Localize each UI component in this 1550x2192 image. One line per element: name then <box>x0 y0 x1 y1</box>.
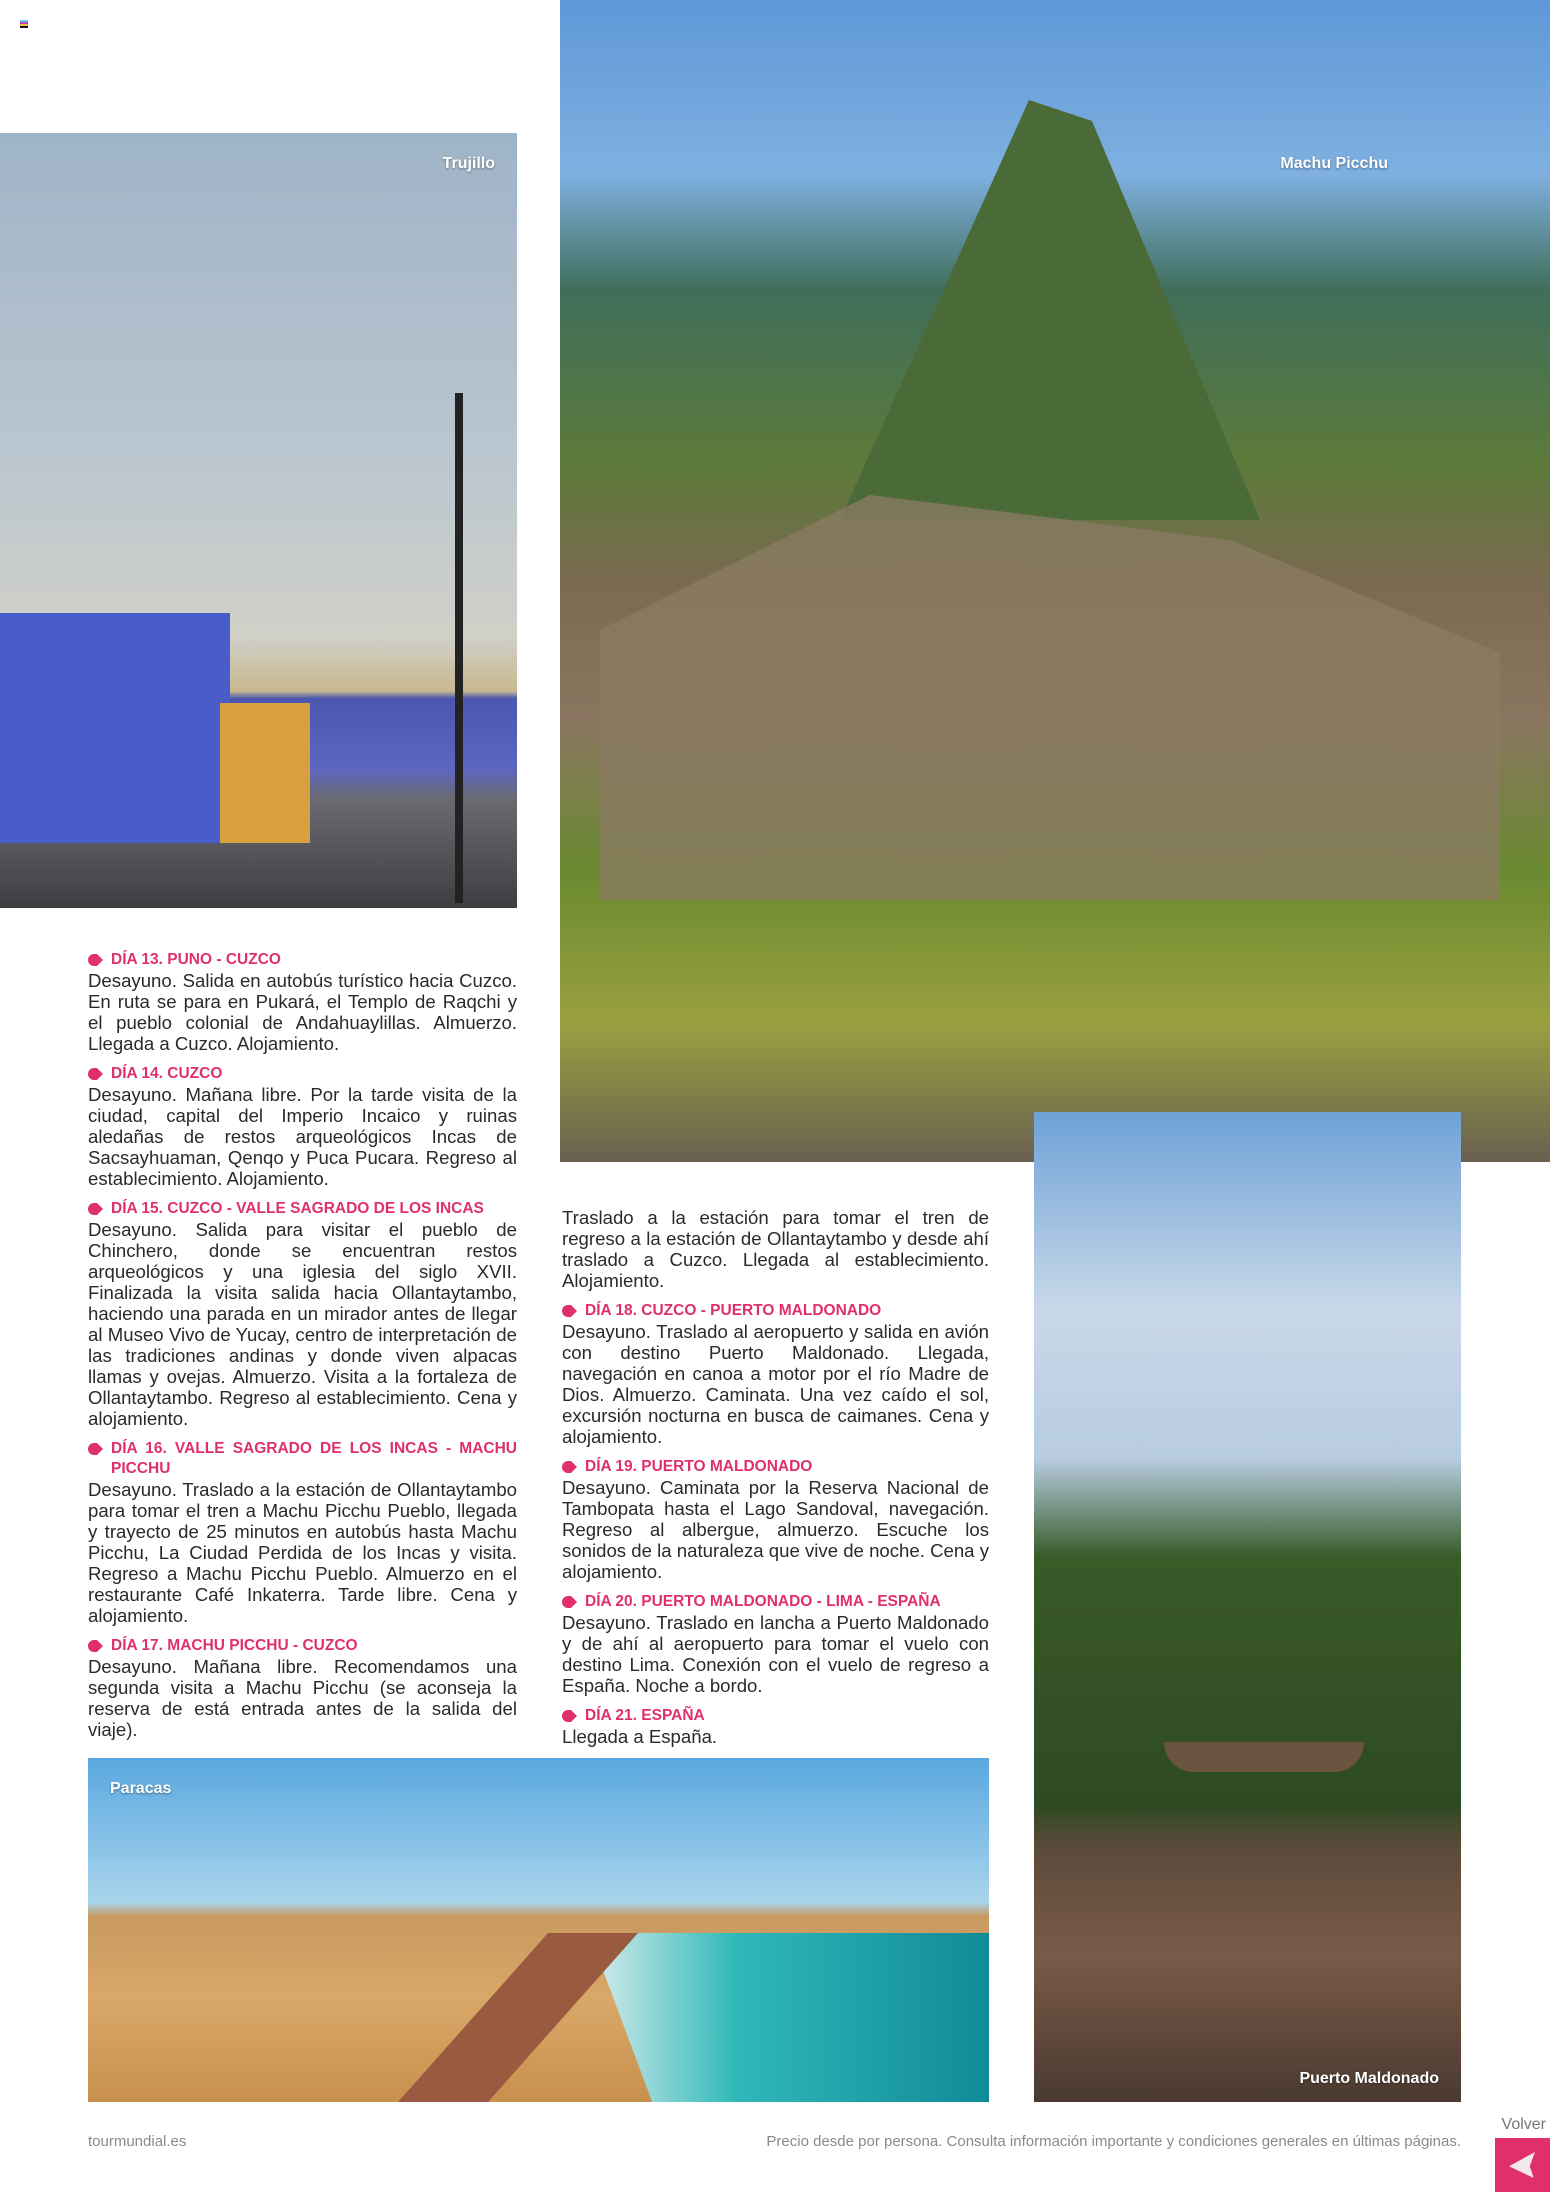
bullet-icon <box>88 1068 103 1080</box>
day-16 <box>88 1439 517 1626</box>
day-17-continued: Traslado a la estación para tomar el tren de regreso a la estación de Ollantaytambo y desde ahí traslado a Cuzco. Llegada al establecimiento. Alojamiento. <box>562 1207 989 1291</box>
day-title: DÍA 15. CUZCO - VALLE SAGRADO DE LOS INCAS <box>111 1200 484 1217</box>
day-title: DÍA 17. MACHU PICCHU - CUZCO <box>111 1637 358 1654</box>
photo-paracas <box>88 1758 989 2102</box>
caption-trujillo: Trujillo <box>442 155 495 172</box>
itinerary-middle-column <box>562 1207 989 1757</box>
footer-note: Precio desde por persona. Consulta información importante y condiciones generales en últimas páginas. <box>766 2133 1461 2150</box>
photo-trujillo <box>0 133 517 908</box>
day-text: Desayuno. Mañana libre. Por la tarde visita de la ciudad, capital del Imperio Incaico y ruinas aledañas de restos arqueológicos Incas de Sacsayhuaman, Qenqo y Puca Pucara. Regreso al establecimiento. Alojamiento. <box>88 1084 517 1189</box>
day-text: Desayuno. Salida en autobús turístico hacia Cuzco. En ruta se para en Pukará, el Templo de Raqchi y el pueblo colonial de Andahuaylillas. Almuerzo. Llegada a Cuzco. Alojamiento. <box>88 970 517 1054</box>
day-17 <box>88 1636 517 1740</box>
day-20 <box>562 1592 989 1696</box>
bullet-icon <box>562 1305 577 1317</box>
day-text: Desayuno. Traslado al aeropuerto y salida en avión con destino Puerto Maldonado. Llegada, navegación en canoa a motor por el río Madre de Dios. Almuerzo. Caminata. Una vez caído el sol, excursión nocturna en busca de caimanes. Cena y alojamiento. <box>562 1321 989 1447</box>
color-bar-mark <box>20 20 28 28</box>
day-text: Desayuno. Mañana libre. Recomendamos una segunda visita a Machu Picchu (se aconseja la reserva de está entrada antes de la salida del viaje). <box>88 1656 517 1740</box>
bullet-icon <box>88 1443 103 1455</box>
footer-site[interactable]: tourmundial.es <box>88 2133 187 2150</box>
itinerary-left-column <box>88 950 517 1750</box>
day-14 <box>88 1064 517 1189</box>
bullet-icon <box>562 1461 577 1473</box>
day-21 <box>562 1706 989 1747</box>
back-label: Volver <box>1501 2116 1546 2133</box>
bullet-icon <box>562 1596 577 1608</box>
day-13 <box>88 950 517 1054</box>
day-text: Llegada a España. <box>562 1726 718 1747</box>
day-title: DÍA 21. ESPAÑA <box>585 1707 705 1724</box>
caption-paracas: Paracas <box>110 1780 172 1797</box>
day-text: Desayuno. Caminata por la Reserva Nacional de Tambopata hasta el Lago Sandoval, navegación. Regreso al albergue, almuerzo. Escuche los sonidos de la naturaleza que vive de noche. Cena y alojamiento. <box>562 1477 989 1582</box>
day-title: DÍA 14. CUZCO <box>111 1065 223 1082</box>
day-18 <box>562 1301 989 1447</box>
day-15 <box>88 1199 517 1429</box>
caption-puerto-maldonado: Puerto Maldonado <box>1299 2070 1439 2087</box>
bullet-icon <box>88 1640 103 1652</box>
back-arrow-icon <box>1509 2152 1535 2178</box>
day-title: DÍA 20. PUERTO MALDONADO - LIMA - ESPAÑA <box>585 1593 941 1610</box>
bullet-icon <box>562 1710 577 1722</box>
caption-machu-picchu: Machu Picchu <box>1280 155 1388 172</box>
bullet-icon <box>88 954 103 966</box>
day-title: DÍA 13. PUNO - CUZCO <box>111 951 281 968</box>
day-text: Desayuno. Traslado a la estación de Ollantaytambo para tomar el tren a Machu Picchu Pueblo, llegada y trayecto de 25 minutos en autobús hasta Machu Picchu, La Ciudad Perdida de los Incas y visita. Regreso a Machu Picchu Pueblo. Almuerzo en el restaurante Café Inkaterra. Tarde libre. Cena y alojamiento. <box>88 1479 517 1626</box>
day-text: Desayuno. Traslado en lancha a Puerto Maldonado y de ahí al aeropuerto para tomar el vuelo con destino Lima. Conexión con el vuelo de regreso a España. Noche a bordo. <box>562 1612 989 1696</box>
day-19 <box>562 1457 989 1582</box>
photo-machu-picchu <box>560 0 1550 1162</box>
day-title: DÍA 18. CUZCO - PUERTO MALDONADO <box>585 1302 882 1319</box>
day-title: DÍA 19. PUERTO MALDONADO <box>585 1458 813 1475</box>
bullet-icon <box>88 1203 103 1215</box>
back-button[interactable] <box>1495 2138 1550 2192</box>
photo-puerto-maldonado <box>1034 1112 1461 2102</box>
day-text: Desayuno. Salida para visitar el pueblo de Chinchero, donde se encuentran restos arqueológicos y una iglesia del siglo XVII. Finalizada la visita salida hacia Ollantaytambo, haciendo una parada en un mirador antes de llegar al Museo Vivo de Yucay, centro de interpretación de las tradiciones andinas y donde viven alpacas llamas y ovejas. Almuerzo. Visita a la fortaleza de Ollantaytambo. Regreso al establecimiento. Cena y alojamiento. <box>88 1219 517 1429</box>
day-title: DÍA 16. VALLE SAGRADO DE LOS INCAS - MACHU PICCHU <box>111 1440 517 1477</box>
